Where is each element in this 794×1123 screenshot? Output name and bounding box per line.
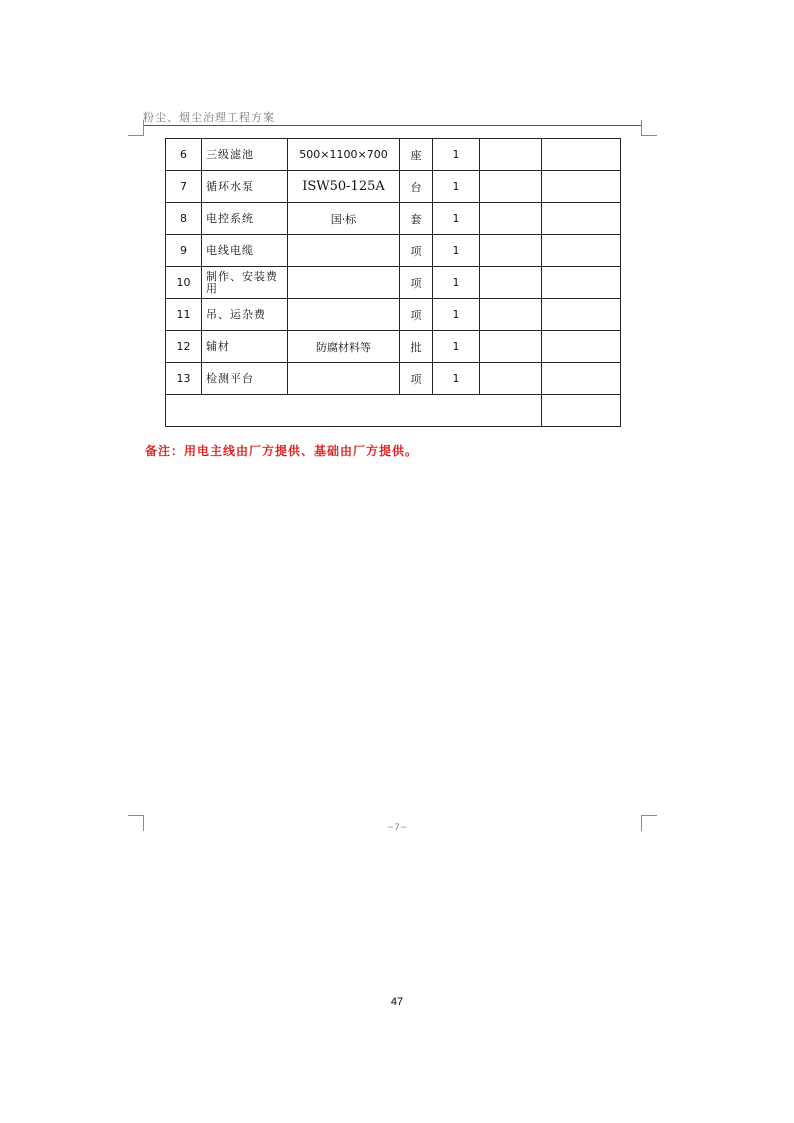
item-name: 循环水泵 bbox=[202, 171, 288, 203]
item-unit: 批 bbox=[400, 331, 433, 363]
header-rule bbox=[143, 125, 642, 126]
empty-cell bbox=[480, 331, 542, 363]
item-unit: 座 bbox=[400, 139, 433, 171]
empty-cell bbox=[480, 363, 542, 395]
row-number: 6 bbox=[166, 139, 202, 171]
equipment-table bbox=[165, 138, 621, 427]
crop-mark-top-right bbox=[641, 120, 657, 136]
item-spec bbox=[288, 363, 400, 395]
item-name: 吊、运杂费 bbox=[202, 299, 288, 331]
item-spec: 500×1100×700 bbox=[288, 139, 400, 171]
item-quantity: 1 bbox=[433, 331, 480, 363]
document-header-title: 粉尘、烟尘治理工程方案 bbox=[143, 111, 275, 124]
item-unit: 项 bbox=[400, 267, 433, 299]
empty-cell bbox=[542, 139, 621, 171]
total-label-cell bbox=[166, 395, 542, 427]
table-row bbox=[166, 363, 621, 395]
table-total-row bbox=[166, 395, 621, 427]
item-unit: 台 bbox=[400, 171, 433, 203]
row-number: 8 bbox=[166, 203, 202, 235]
item-spec bbox=[288, 235, 400, 267]
table-row bbox=[166, 171, 621, 203]
item-name: 电控系统 bbox=[202, 203, 288, 235]
item-unit: 项 bbox=[400, 235, 433, 267]
table-row bbox=[166, 267, 621, 299]
item-spec bbox=[288, 299, 400, 331]
table-row bbox=[166, 331, 621, 363]
item-quantity: 1 bbox=[433, 203, 480, 235]
crop-mark-top-left bbox=[128, 120, 144, 136]
empty-cell bbox=[480, 203, 542, 235]
empty-cell bbox=[542, 171, 621, 203]
page-number: 47 bbox=[390, 996, 404, 1008]
row-number: 12 bbox=[166, 331, 202, 363]
empty-cell bbox=[542, 299, 621, 331]
empty-cell bbox=[542, 203, 621, 235]
item-quantity: 1 bbox=[433, 171, 480, 203]
empty-cell bbox=[542, 363, 621, 395]
table-row bbox=[166, 139, 621, 171]
empty-cell bbox=[480, 299, 542, 331]
item-spec: 防腐材料等 bbox=[288, 331, 400, 363]
empty-cell bbox=[542, 267, 621, 299]
item-quantity: 1 bbox=[433, 363, 480, 395]
item-quantity: 1 bbox=[433, 235, 480, 267]
item-quantity: 1 bbox=[433, 267, 480, 299]
empty-cell bbox=[480, 235, 542, 267]
item-name: 辅材 bbox=[202, 331, 288, 363]
item-unit: 项 bbox=[400, 363, 433, 395]
item-spec bbox=[288, 267, 400, 299]
empty-cell bbox=[480, 267, 542, 299]
item-spec: 国·标 bbox=[288, 203, 400, 235]
item-quantity: 1 bbox=[433, 299, 480, 331]
item-unit: 项 bbox=[400, 299, 433, 331]
table-row bbox=[166, 299, 621, 331]
row-number: 10 bbox=[166, 267, 202, 299]
item-spec: ISW50-125A bbox=[288, 171, 400, 203]
remark-note: 备注：用电主线由厂方提供、基础由厂方提供。 bbox=[145, 444, 419, 458]
item-name: 检测平台 bbox=[202, 363, 288, 395]
empty-cell bbox=[480, 171, 542, 203]
row-number: 9 bbox=[166, 235, 202, 267]
item-unit: 套 bbox=[400, 203, 433, 235]
total-value-cell bbox=[542, 395, 621, 427]
empty-cell bbox=[480, 139, 542, 171]
row-number: 11 bbox=[166, 299, 202, 331]
empty-cell bbox=[542, 331, 621, 363]
row-number: 13 bbox=[166, 363, 202, 395]
inner-page-number: ~7~ bbox=[386, 823, 408, 833]
item-quantity: 1 bbox=[433, 139, 480, 171]
table-row bbox=[166, 203, 621, 235]
empty-cell bbox=[542, 235, 621, 267]
item-name: 制作、安装费用 bbox=[202, 267, 288, 299]
table-row bbox=[166, 235, 621, 267]
row-number: 7 bbox=[166, 171, 202, 203]
item-name: 三级滤池 bbox=[202, 139, 288, 171]
item-name: 电线电缆 bbox=[202, 235, 288, 267]
